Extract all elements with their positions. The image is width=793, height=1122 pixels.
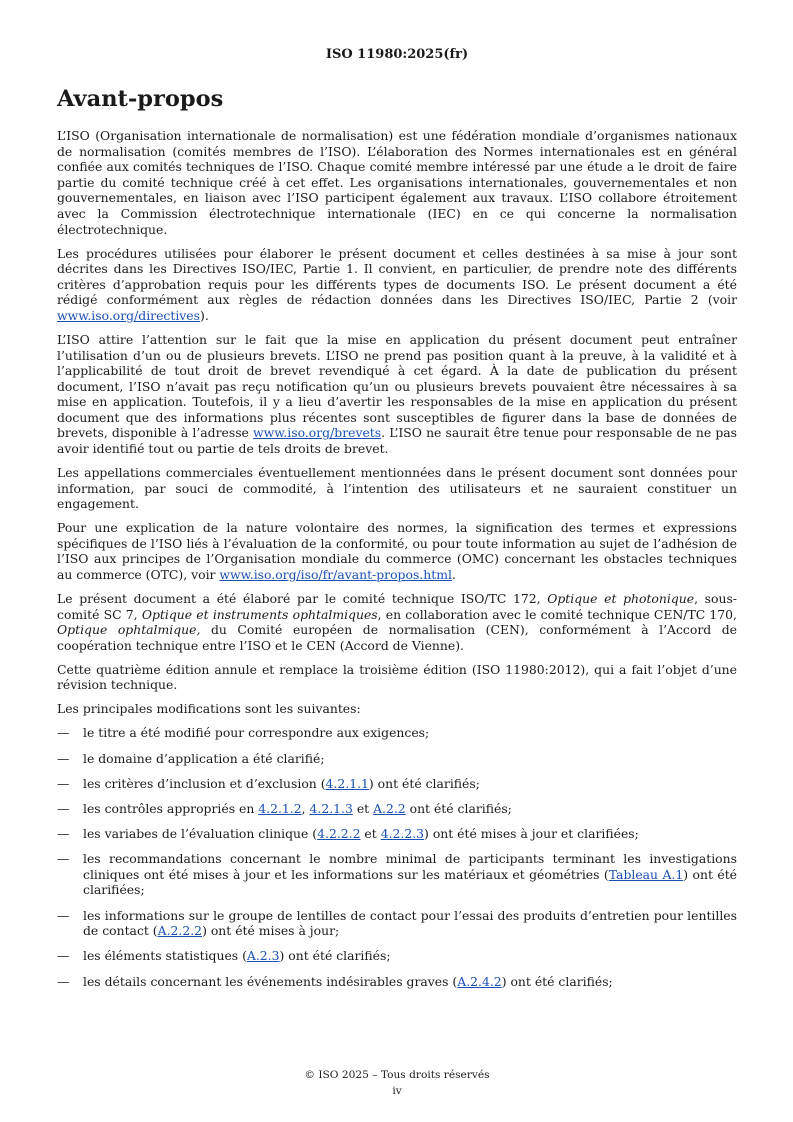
list-item: — les éléments statistiques (A.2.3) ont été clarifiés;	[57, 948, 391, 964]
clause-link[interactable]: 4.2.2.2	[317, 826, 361, 842]
paragraph-edition: Cette quatrième édition annule et remplace la troisième édition (ISO 11980:2012), qui a fait l’objet d’une révision technique.	[57, 661, 737, 693]
copyright-notice: © ISO 2025 – Tous droits réservés	[304, 1069, 490, 1081]
avant-propos-link[interactable]: www.iso.org/iso/fr/avant-propos.html	[219, 567, 452, 582]
document-header: ISO 11980:2025(fr)	[325, 47, 469, 62]
page-title: Avant-propos	[57, 86, 224, 112]
table-link[interactable]: Tableau A.1	[608, 866, 684, 882]
clause-link[interactable]: 4.2.1.2	[258, 800, 302, 816]
paragraph-procedures: Les procédures utilisées pour élaborer le présent document et celles destinées à sa mise à jour sont décrites dans les Directives ISO/IEC, Partie 1. Il convient, en particulier, de prendre note des différents critères d’approbation requis pour les différents types de documents ISO. Le présent document a été rédigé conformément aux règles de rédaction données dans les Directives ISO/IEC, Partie 2 (voir www.iso.org/directives).	[57, 245, 737, 323]
list-item: — les contrôles appropriés en 4.2.1.2, 4.2.1.3 et A.2.2 ont été clarifiés;	[57, 800, 512, 816]
clause-link[interactable]: A.2.2.2	[157, 923, 203, 939]
list-item: — les détails concernant les événements indésirables graves (A.2.4.2) ont été clarifiés;	[57, 973, 613, 989]
list-item: — les recommandations concernant le nombre minimal de participants terminant les investigations cliniques ont été mises à jour et les informations sur les matériaux et géométries (Tableau A.1) ont été clarifiées;	[57, 851, 738, 898]
list-item: — le domaine d’application a été clarifié;	[57, 750, 325, 766]
list-item: — les variabes de l’évaluation clinique (4.2.2.2 et 4.2.2.3) ont été mises à jour et clarifiées;	[57, 826, 639, 842]
paragraph-patents: L’ISO attire l’attention sur le fait que la mise en application du présent document peut entraîner l’utilisation d’un ou de plusieurs brevets. L’ISO ne prend pas position quant à la preuve, à la validité et à l’applicabilité de tout droit de brevet revendiqué à cet égard. À la date de publication du présent document, l’ISO n’avait pas reçu notification qu’un ou plusieurs brevets pouvaient être nécessaires à sa mise en application. Toutefois, il y a lieu d’avertir les responsables de la mise en application du présent document que des informations plus récentes sont susceptibles de figurer dans la base de données de brevets, disponible à l’adresse www.iso.org/brevets. L’ISO ne saurait être tenue pour responsable de ne pas avoir identifié tout ou partie de tels droits de brevet.	[57, 331, 737, 457]
clause-link[interactable]: 4.2.1.1	[325, 775, 369, 791]
paragraph-changes-intro: Les principales modifications sont les suivantes:	[57, 701, 361, 717]
list-item: — le titre a été modifié pour correspondre aux exigences;	[57, 725, 430, 741]
list-item: — les informations sur le groupe de lentilles de contact pour l’essai des produits d’entretien pour lentilles de contact (A.2.2.2) ont été mises à jour;	[57, 907, 737, 939]
page-number: iv	[392, 1085, 402, 1097]
clause-link[interactable]: 4.2.1.3	[309, 800, 353, 816]
brevets-link[interactable]: www.iso.org/brevets	[253, 425, 382, 441]
changes-list	[57, 725, 737, 989]
document-body	[57, 128, 737, 999]
page-footer	[57, 1067, 737, 1099]
paragraph-committee: Le présent document a été élaboré par le comité technique ISO/TC 172, Optique et photonique, sous-comité SC 7, Optique et instruments ophtalmiques, en collaboration avec le comité technique CEN/TC 170, Optique ophtalmique, du Comité européen de normalisation (CEN), conformément à l’Accord de coopération technique entre l’ISO et le CEN (Accord de Vienne).	[57, 590, 737, 653]
clause-link[interactable]: 4.2.2.3	[380, 826, 425, 842]
directives-link[interactable]: www.iso.org/directives	[57, 307, 200, 323]
clause-link[interactable]: A.2.2	[373, 800, 406, 816]
list-item: — les critères d’inclusion et d’exclusion (4.2.1.1) ont été clarifiés;	[57, 775, 480, 791]
paragraph-iso-intro: L’ISO (Organisation internationale de normalisation) est une fédération mondiale d’organismes nationaux de normalisation (comités membres de l’ISO). L’élaboration des Normes internationales est en général confiée aux comités techniques de l’ISO. Chaque comité membre intéressé par une étude a le droit de faire partie du comité technique créé à cet effet. Les organisations internationales, gouvernementales et non gouvernementales, en liaison avec l’ISO participent également aux travaux. L’ISO collabore étroitement avec la Commission électrotechnique internationale (IEC) en ce qui concerne la normalisation électrotechnique.	[57, 128, 737, 237]
clause-link[interactable]: A.2.4.2	[457, 973, 502, 989]
paragraph-trade-names: Les appellations commerciales éventuellement mentionnées dans le présent document sont données pour information, par souci de commodité, à l’intention des utilisateurs et ne sauraient constituer un engagement.	[57, 465, 737, 512]
paragraph-voluntary-nature: Pour une explication de la nature volontaire des normes, la signification des termes et expressions spécifiques de l’ISO liés à l’évaluation de la conformité, ou pour toute information au sujet de l’adhésion de l’ISO aux principes de l’Organisation mondiale du commerce (OMC) concernant les obstacles techniques au commerce (OTC), voir www.iso.org/iso/fr/avant-propos.html.	[57, 520, 737, 582]
clause-link[interactable]: A.2.3	[246, 948, 280, 964]
